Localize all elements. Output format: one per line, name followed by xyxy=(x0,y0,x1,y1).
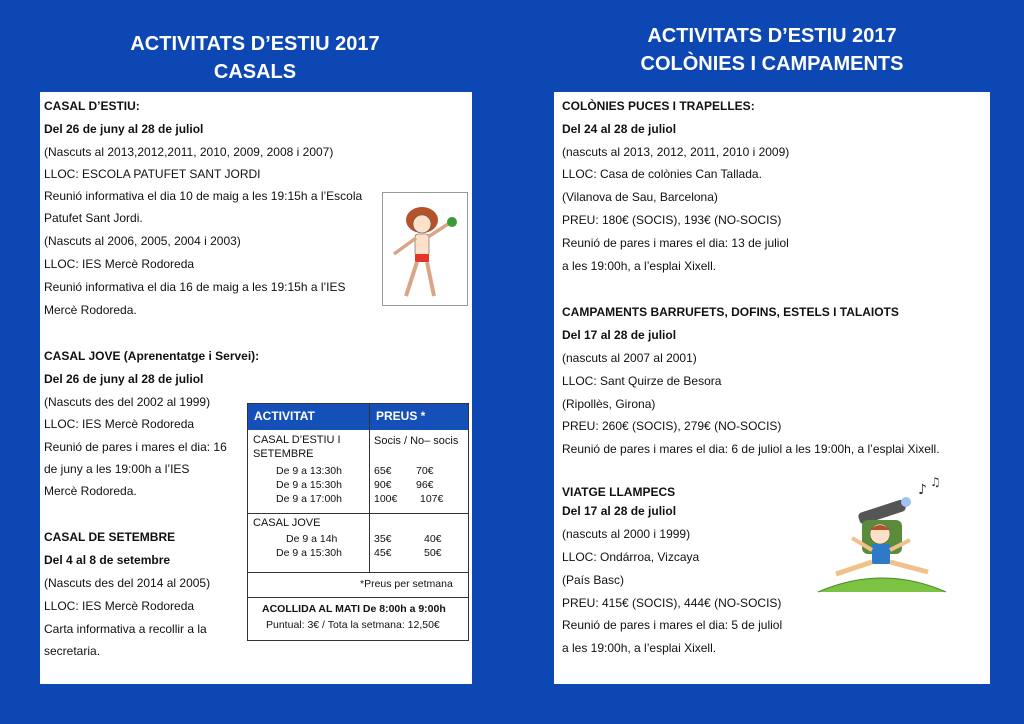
group2-row-nosoci: 50€ xyxy=(424,547,442,559)
group1-row-time: De 9 a 15:30h xyxy=(276,479,342,491)
group1-name-a: CASAL D’ESTIU I xyxy=(253,434,341,446)
group1-row-time: De 9 a 13:30h xyxy=(276,465,342,477)
price-table-col-activitat: ACTIVITAT xyxy=(254,409,315,423)
colonies-meeting-a: Reunió de pares i mares el dia: 13 de juliol xyxy=(562,236,789,250)
left-title xyxy=(40,30,470,86)
campaments-place: LLOC: Sant Quirze de Besora xyxy=(562,374,722,388)
casal-estiu-born2: (Nascuts al 2006, 2005, 2004 i 2003) xyxy=(44,234,241,248)
price-table-rule-1 xyxy=(248,513,468,514)
viatge-place2: (País Basc) xyxy=(562,573,625,587)
acollida-prices: Puntual: 3€ / Tota la setmana: 12,50€ xyxy=(266,619,440,631)
group2-row-nosoci: 40€ xyxy=(424,533,442,545)
viatge-meeting-a: Reunió de pares i mares el dia: 5 de juliol xyxy=(562,618,783,632)
left-title-line2: CASALS xyxy=(213,61,297,83)
casal-jove-place: LLOC: IES Mercè Rodoreda xyxy=(44,417,195,431)
colonies-place: LLOC: Casa de colònies Can Tallada. xyxy=(562,167,762,181)
group2-row-soci: 35€ xyxy=(374,533,392,545)
group1-row-nosoci: 96€ xyxy=(416,479,434,491)
casal-estiu-born: (Nascuts al 2013,2012,2011, 2010, 2009, 2008 i 2007) xyxy=(44,145,334,159)
casal-estiu-meeting2-b: Mercè Rodoreda. xyxy=(44,303,137,317)
casal-setembre-note-b: secretaria. xyxy=(44,644,101,658)
traveller-illustration xyxy=(814,476,950,598)
casal-estiu-dates: Del 26 de juny al 28 de juliol xyxy=(44,122,204,136)
group1-name-b: SETEMBRE xyxy=(253,448,314,460)
campaments-price: PREU: 260€ (SOCIS), 279€ (NO-SOCIS) xyxy=(562,419,782,433)
group2-row-time: De 9 a 15:30h xyxy=(276,547,342,559)
casal-estiu-meeting2-a: Reunió informativa el dia 16 de maig a les 19:15h a l’IES xyxy=(44,280,346,294)
right-title xyxy=(554,22,990,78)
price-table-divider xyxy=(369,404,370,572)
group1-row-time: De 9 a 17:00h xyxy=(276,493,342,505)
casal-setembre-place: LLOC: IES Mercè Rodoreda xyxy=(44,599,195,613)
group1-row-soci: 65€ xyxy=(374,465,392,477)
casal-estiu-place2: LLOC: IES Mercè Rodoreda xyxy=(44,257,195,271)
group2-row-soci: 45€ xyxy=(374,547,392,559)
right-title-line2: COLÒNIES I CAMPAMENTS xyxy=(640,53,904,75)
viatge-dates: Del 17 al 28 de juliol xyxy=(562,504,677,518)
price-subhead: Socis / No– socis xyxy=(374,435,459,447)
casal-jove-meeting-c: Mercè Rodoreda. xyxy=(44,484,137,498)
price-table-col-preus: PREUS * xyxy=(376,409,426,423)
casal-setembre-note-a: Carta informativa a recollir a la xyxy=(44,622,207,636)
casal-setembre-dates: Del 4 al 8 de setembre xyxy=(44,553,171,567)
colonies-dates: Del 24 al 28 de juliol xyxy=(562,122,677,136)
colonies-born: (nascuts al 2013, 2012, 2011, 2010 i 2009) xyxy=(562,145,790,159)
group1-row-soci: 90€ xyxy=(374,479,392,491)
group1-row-soci: 100€ xyxy=(374,493,398,505)
left-title-line1: ACTIVITATS D’ESTIU 2017 xyxy=(130,33,380,55)
colonies-price: PREU: 180€ (SOCIS), 193€ (NO-SOCIS) xyxy=(562,213,782,227)
viatge-heading: VIATGE LLAMPECS xyxy=(562,485,676,499)
casal-jove-meeting-b: de juny a les 19:00h a l’IES xyxy=(44,462,190,476)
svg-text:♪: ♪ xyxy=(918,482,927,498)
group1-row-nosoci: 70€ xyxy=(416,465,434,477)
group1-row-nosoci: 107€ xyxy=(420,493,444,505)
casal-estiu-meeting1-a: Reunió informativa el dia 10 de maig a les 19:15h a l’Escola xyxy=(44,189,363,203)
colonies-heading: COLÒNIES PUCES I TRAPELLES: xyxy=(562,99,755,113)
viatge-meeting-b: a les 19:00h, a l’esplai Xixell. xyxy=(562,641,717,655)
casal-estiu-place: LLOC: ESCOLA PATUFET SANT JORDI xyxy=(44,167,261,181)
group2-name: CASAL JOVE xyxy=(253,517,321,529)
casal-estiu-meeting1-b: Patufet Sant Jordi. xyxy=(44,211,143,225)
group2-row-time: De 9 a 14h xyxy=(286,533,338,545)
casal-setembre-born: (Nascuts des del 2014 al 2005) xyxy=(44,576,211,590)
viatge-place: LLOC: Ondárroa, Vizcaya xyxy=(562,550,700,564)
viatge-born: (nascuts al 2000 i 1999) xyxy=(562,527,691,541)
colonies-place2: (Vilanova de Sau, Barcelona) xyxy=(562,190,718,204)
colonies-meeting-b: a les 19:00h, a l’esplai Xixell. xyxy=(562,259,717,273)
acollida-title: ACOLLIDA AL MATI De 8:00h a 9:00h xyxy=(262,603,446,615)
casal-jove-born: (Nascuts des del 2002 al 1999) xyxy=(44,395,211,409)
campaments-meeting: Reunió de pares i mares el dia: 6 de juliol a les 19:00h, a l’esplai Xixell. xyxy=(562,442,940,456)
casal-setembre-heading: CASAL DE SETEMBRE xyxy=(44,530,176,544)
price-table-header xyxy=(248,404,468,430)
right-title-line1: ACTIVITATS D’ESTIU 2017 xyxy=(647,25,897,47)
campaments-born: (nascuts al 2007 al 2001) xyxy=(562,351,697,365)
casal-jove-meeting-a: Reunió de pares i mares el dia: 16 xyxy=(44,440,227,454)
campaments-place2: (Ripollès, Girona) xyxy=(562,397,656,411)
casal-jove-dates: Del 26 de juny al 28 de juliol xyxy=(44,372,204,386)
price-footnote: *Preus per setmana xyxy=(360,578,453,590)
campaments-dates: Del 17 al 28 de juliol xyxy=(562,328,677,342)
price-table-rule-3 xyxy=(248,597,468,598)
price-table-rule-2 xyxy=(248,572,468,573)
svg-text:♫: ♫ xyxy=(930,476,941,489)
campaments-heading: CAMPAMENTS BARRUFETS, DOFINS, ESTELS I TALAIOTS xyxy=(562,305,899,319)
price-table xyxy=(247,403,469,641)
viatge-price: PREU: 415€ (SOCIS), 444€ (NO-SOCIS) xyxy=(562,596,782,610)
casal-jove-heading: CASAL JOVE (Aprenentatge i Servei): xyxy=(44,349,260,363)
girl-illustration xyxy=(382,192,468,306)
casal-estiu-heading: CASAL D’ESTIU: xyxy=(44,99,140,113)
